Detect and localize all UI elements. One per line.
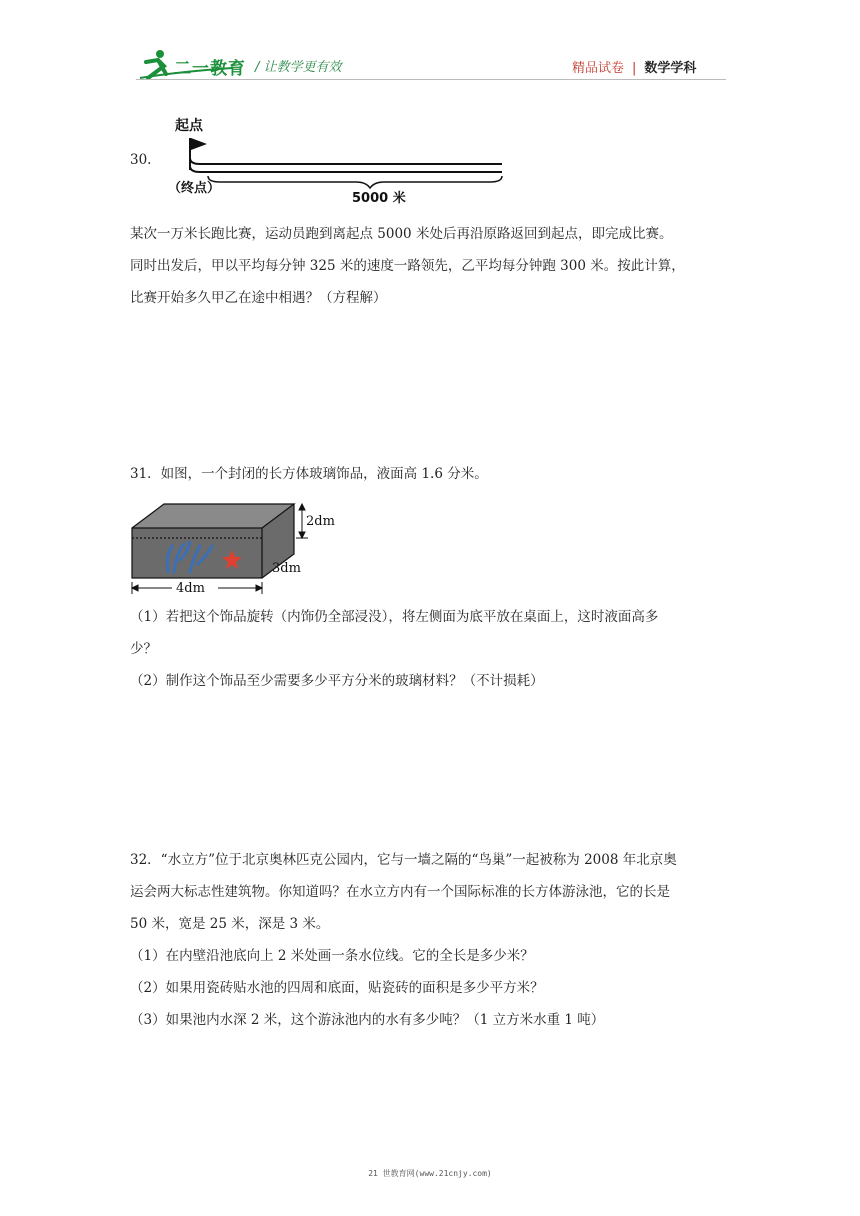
question-31-title: 31．如图，一个封闭的长方体玻璃饰品，液面高 1.6 分米。	[130, 466, 488, 482]
question-30-line: 比赛开始多久甲乙在途中相遇？（方程解）	[130, 290, 387, 306]
end-label: （终点）	[168, 181, 221, 196]
race-track-diagram	[160, 108, 520, 208]
question-31-parts	[130, 601, 736, 697]
flag-icon	[190, 138, 207, 170]
question-30-text	[130, 218, 736, 314]
start-label: 起点	[175, 118, 203, 134]
header-separator: |	[632, 61, 637, 76]
track-line-out	[190, 158, 502, 164]
tag-quality-paper: 精品试卷	[572, 61, 625, 76]
question-32-line: 32．“水立方”位于北京奥林匹克公园内，它与一墙之隔的“鸟巢”一起被称为 2008 年北京奥	[130, 852, 677, 868]
question-32-part-2: （2）如果用瓷砖贴水池的四周和底面，贴瓷砖的面积是多少平方米？	[130, 980, 544, 996]
question-31-part-1-line: 少？	[130, 641, 157, 657]
length-label: 4dm	[176, 581, 205, 596]
question-32-part-1: （1）在内壁沿池底向上 2 米处画一条水位线。它的全长是多少米？	[130, 948, 534, 964]
width-label: 3dm	[272, 561, 301, 576]
question-30-line: 某次一万米长跑比赛，运动员跑到离起点 5000 米处后再沿原路返回到起点，即完成比赛。	[130, 226, 673, 242]
brand-name: 二一教育	[174, 59, 246, 79]
question-32-part-3: （3）如果池内水深 2 米，这个游泳池内的水有多少吨？（1 立方米水重 1 吨）	[130, 1012, 605, 1028]
height-label: 2dm	[306, 514, 335, 529]
distance-brace	[208, 176, 502, 188]
question-32-line: 50 米，宽是 25 米，深是 3 米。	[130, 916, 330, 932]
header-divider	[136, 79, 726, 80]
tag-subject: 数学学科	[644, 61, 697, 76]
header-slogan: / 让教学更有效	[255, 60, 342, 75]
question-31-part-1-line: （1）若把这个饰品旋转（内饰仍全部浸没），将左侧面为底平放在桌面上，这时液面高多	[130, 609, 659, 625]
question-31-part-2: （2）制作这个饰品至少需要多少平方分米的玻璃材料？（不计损耗）	[130, 673, 544, 689]
track-line-back	[190, 166, 502, 172]
question-30-number: 30.	[130, 152, 152, 168]
footer-text: 21 世教育网(www.21cnjy.com)	[368, 1169, 492, 1178]
question-32-text	[130, 844, 736, 1036]
distance-label: 5000 米	[352, 191, 406, 206]
glass-box-diagram	[128, 494, 338, 598]
question-30-line: 同时出发后，甲以平均每分钟 325 米的速度一路领先，乙平均每分钟跑 300 米。按此计算，	[130, 258, 685, 274]
header-tags	[572, 57, 696, 76]
question-32-line: 运会两大标志性建筑物。你知道吗？在水立方内有一个国际标准的长方体游泳池，它的长是	[130, 884, 670, 900]
